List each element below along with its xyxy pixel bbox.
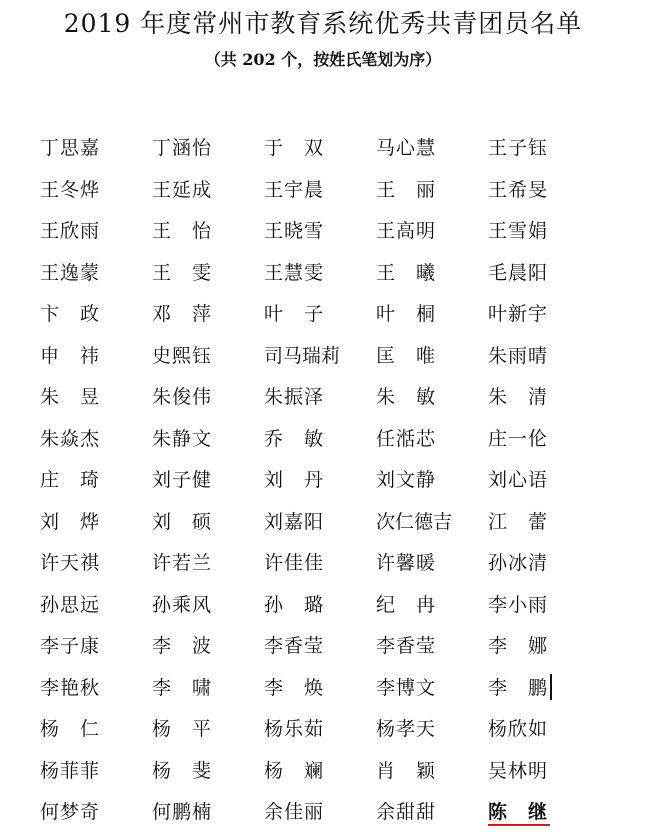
name-entry: 刘 丹 <box>264 469 325 492</box>
name-entry: 王 丽 <box>376 178 437 201</box>
name-row <box>40 541 640 583</box>
name-row <box>40 583 640 625</box>
name-entry: 何梦奇 <box>40 801 101 824</box>
name-entry: 李 鹏 <box>488 676 549 699</box>
name-entry: 李香莹 <box>264 635 325 658</box>
name-entry: 王雪娟 <box>488 220 549 243</box>
name-entry: 申 祎 <box>40 344 101 367</box>
name-entry: 王希旻 <box>488 178 549 201</box>
name-entry: 杨欣如 <box>488 718 549 741</box>
name-entry: 许天祺 <box>40 552 101 575</box>
document-subtitle: （共 202 个，按姓氏笔划为序） <box>204 50 442 69</box>
name-entry: 乔 敏 <box>264 427 325 450</box>
name-entry: 刘嘉阳 <box>264 510 325 533</box>
name-entry: 杨 平 <box>152 718 213 741</box>
name-entry: 王逸蒙 <box>40 261 101 284</box>
name-entry: 庄一伦 <box>488 427 549 450</box>
name-entry: 邓 萍 <box>152 303 213 326</box>
name-row <box>40 458 640 500</box>
name-entry: 王慧雯 <box>264 261 325 284</box>
name-entry: 任湉芯 <box>376 427 437 450</box>
name-entry: 朱 清 <box>488 386 549 409</box>
name-entry: 王晓雪 <box>264 220 325 243</box>
name-row <box>40 334 640 376</box>
name-row <box>40 209 640 251</box>
name-entry: 朱雨晴 <box>488 344 549 367</box>
name-entry: 王子钰 <box>488 137 549 160</box>
name-entry: 余甜甜 <box>376 801 437 824</box>
name-row <box>40 168 640 210</box>
name-entry: 李子康 <box>40 635 101 658</box>
text-cursor <box>550 674 552 700</box>
name-entry: 叶新宇 <box>488 303 549 326</box>
name-entry: 王高明 <box>376 220 437 243</box>
name-entry: 李 焕 <box>264 676 325 699</box>
name-row <box>40 292 640 334</box>
name-entry: 于 双 <box>264 137 325 160</box>
name-entry: 孙冰清 <box>488 552 549 575</box>
name-entry: 杨 斐 <box>152 759 213 782</box>
name-entry: 卞 政 <box>40 303 101 326</box>
name-entry: 次仁德吉 <box>376 510 453 533</box>
name-list <box>40 126 640 832</box>
name-row <box>40 126 640 168</box>
name-row <box>40 417 640 459</box>
red-underline <box>488 824 550 826</box>
name-entry: 丁思嘉 <box>40 137 101 160</box>
name-row <box>40 375 640 417</box>
name-entry: 史熙钰 <box>152 344 213 367</box>
name-entry: 何鹏楠 <box>152 801 213 824</box>
name-entry: 叶 子 <box>264 303 325 326</box>
name-entry: 朱静文 <box>152 427 213 450</box>
name-entry: 朱 敏 <box>376 386 437 409</box>
name-entry: 毛晨阳 <box>488 261 549 284</box>
name-entry: 刘 硕 <box>152 510 213 533</box>
name-row <box>40 624 640 666</box>
name-entry: 刘 烨 <box>40 510 101 533</box>
name-entry: 朱俊伟 <box>152 386 213 409</box>
name-row <box>40 790 640 832</box>
name-entry: 刘文静 <box>376 469 437 492</box>
name-entry: 杨孝天 <box>376 718 437 741</box>
name-entry: 孙乘风 <box>152 593 213 616</box>
name-entry: 马心慧 <box>376 137 437 160</box>
name-entry: 王 怡 <box>152 220 213 243</box>
name-entry: 李 波 <box>152 635 213 658</box>
name-entry: 王延成 <box>152 178 213 201</box>
name-entry: 匡 唯 <box>376 344 437 367</box>
name-entry: 庄 琦 <box>40 469 101 492</box>
name-entry: 李 啸 <box>152 676 213 699</box>
name-entry: 江 蕾 <box>488 510 549 533</box>
name-entry: 叶 桐 <box>376 303 437 326</box>
name-entry: 纪 冉 <box>376 593 437 616</box>
name-entry: 李博文 <box>376 676 437 699</box>
name-entry: 朱 昱 <box>40 386 101 409</box>
name-entry: 许馨暖 <box>376 552 437 575</box>
name-entry: 吴林明 <box>488 759 549 782</box>
name-entry: 王宇晨 <box>264 178 325 201</box>
name-entry: 丁涵怡 <box>152 137 213 160</box>
name-entry: 朱焱杰 <box>40 427 101 450</box>
name-entry: 刘心语 <box>488 469 549 492</box>
name-entry-highlighted: 陈 继 <box>488 797 600 824</box>
name-entry: 王欣雨 <box>40 220 101 243</box>
name-entry: 司马瑞莉 <box>264 344 341 367</box>
document-title: 2019 年度常州市教育系统优秀共青团员名单 <box>63 9 583 38</box>
name-row <box>40 707 640 749</box>
name-entry: 朱振泽 <box>264 386 325 409</box>
name-row <box>40 500 640 542</box>
name-entry: 许若兰 <box>152 552 213 575</box>
name-entry: 杨乐茹 <box>264 718 325 741</box>
name-entry: 李 娜 <box>488 635 549 658</box>
name-entry: 王冬烨 <box>40 178 101 201</box>
name-entry: 杨 斓 <box>264 759 325 782</box>
name-entry: 王 曦 <box>376 261 437 284</box>
name-entry: 李艳秋 <box>40 676 101 699</box>
name-entry: 李香莹 <box>376 635 437 658</box>
name-entry: 杨 仁 <box>40 718 101 741</box>
name-entry: 王 雯 <box>152 261 213 284</box>
name-row <box>40 251 640 293</box>
name-entry: 杨菲菲 <box>40 759 101 782</box>
name-entry: 刘子健 <box>152 469 213 492</box>
name-entry: 李小雨 <box>488 593 549 616</box>
name-entry: 余佳丽 <box>264 801 325 824</box>
name-entry: 孙思远 <box>40 593 101 616</box>
name-entry: 孙 璐 <box>264 593 325 616</box>
name-entry: 许佳佳 <box>264 552 325 575</box>
name-entry: 肖 颖 <box>376 759 437 782</box>
name-row <box>40 749 640 791</box>
